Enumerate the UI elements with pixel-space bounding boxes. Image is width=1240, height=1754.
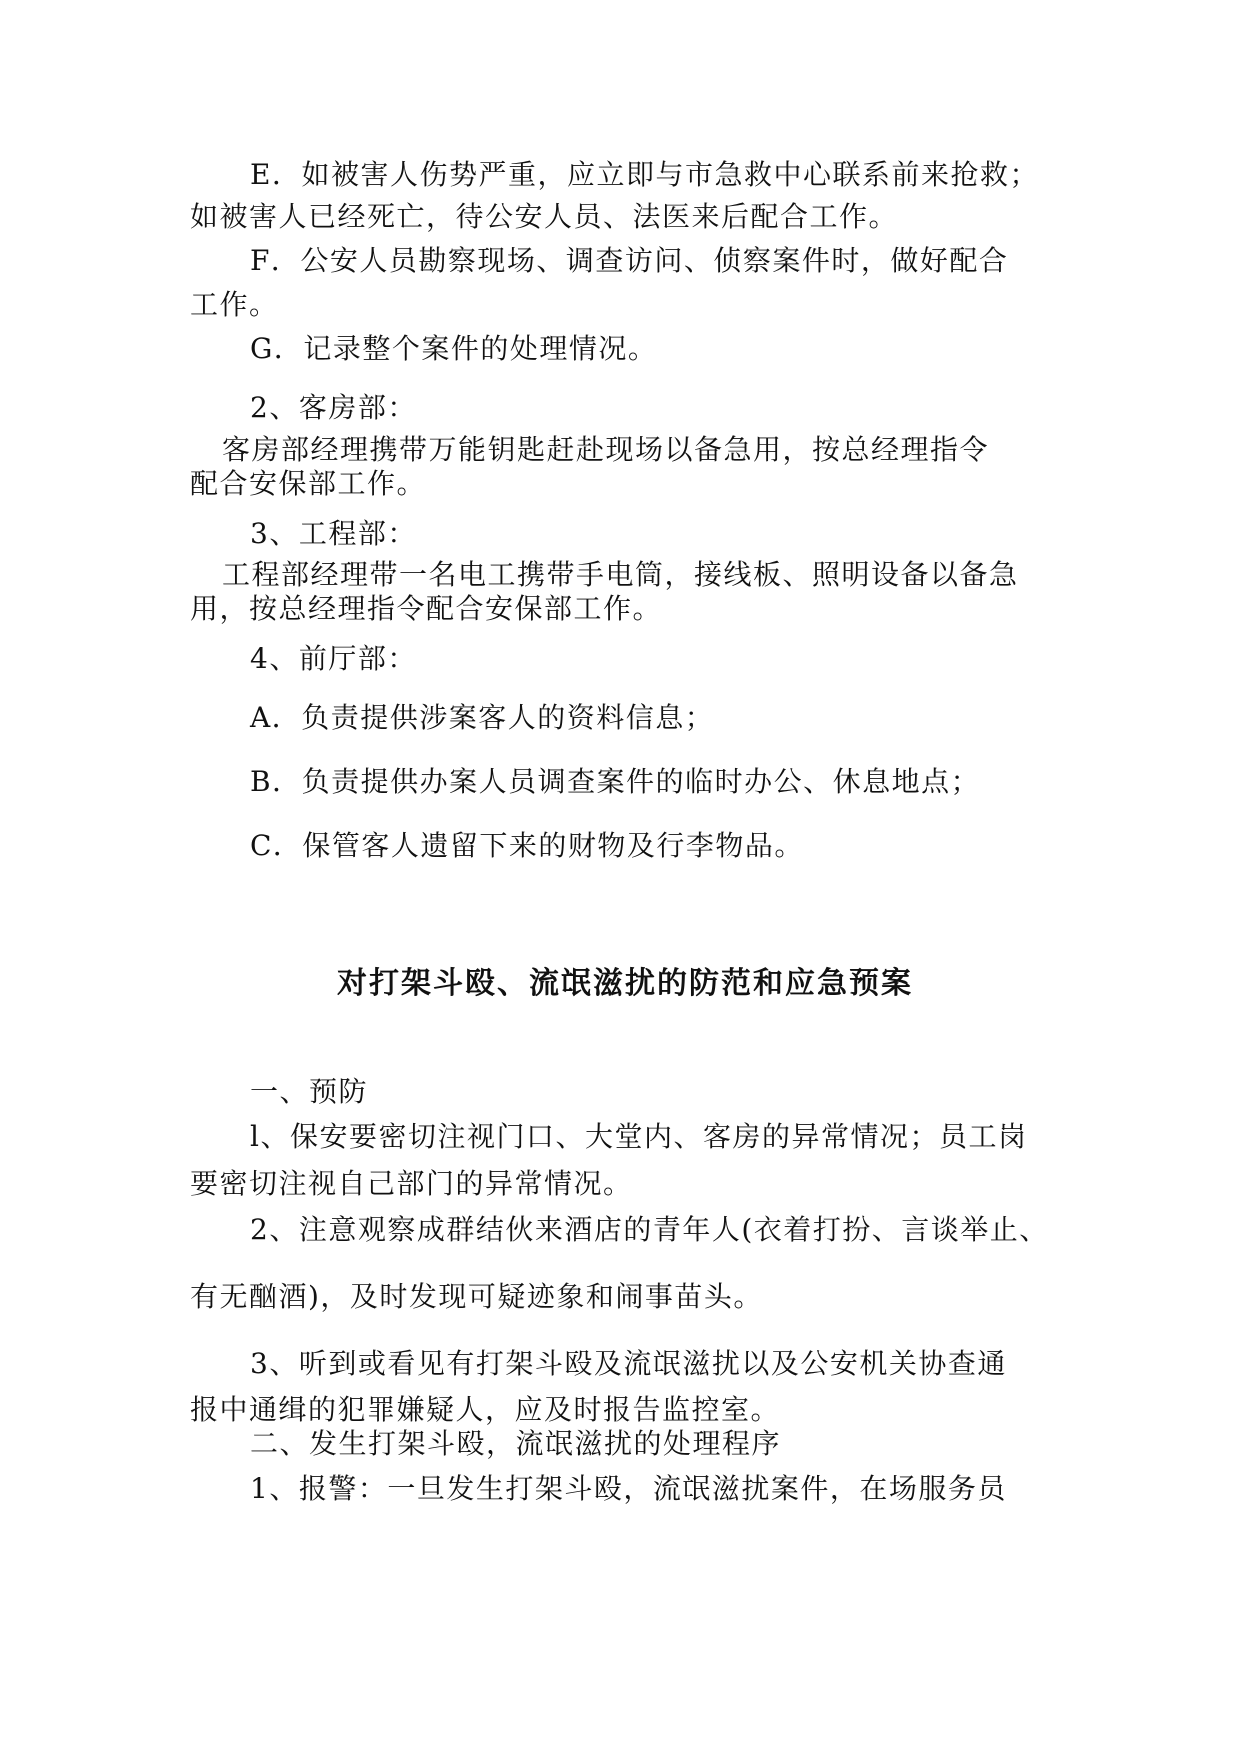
front-office-item-c: C．保管客人遗留下来的财物及行李物品。 xyxy=(250,829,804,862)
housekeeping-line1: 客房部经理携带万能钥匙赶赴现场以备急用，按总经理指令 xyxy=(222,433,990,466)
procedure-item1-line1: 1、报警：一旦发生打架斗殴，流氓滋扰案件，在场服务员 xyxy=(250,1472,1007,1505)
para-e-line2: 如被害人已经死亡，待公安人员、法医来后配合工作。 xyxy=(190,200,899,233)
engineering-heading: 3、工程部： xyxy=(250,517,417,550)
engineering-line2: 用，按总经理指令配合安保部工作。 xyxy=(190,592,663,625)
prevention-item1-line2: 要密切注视自己部门的异常情况。 xyxy=(190,1167,633,1200)
para-g: G．记录整个案件的处理情况。 xyxy=(250,332,658,365)
procedure-heading: 二、发生打架斗殴，流氓滋扰的处理程序 xyxy=(250,1427,782,1460)
housekeeping-heading: 2、客房部： xyxy=(250,391,417,424)
prevention-item2-line1: 2、注意观察成群结伙来酒店的青年人(衣着打扮、言谈举止、 xyxy=(250,1213,1049,1246)
prevention-item2-line2: 有无酗酒)，及时发现可疑迹象和闹事苗头。 xyxy=(190,1280,763,1313)
para-e-line1: E．如被害人伤势严重，应立即与市急救中心联系前来抢救； xyxy=(250,158,1039,191)
housekeeping-line2: 配合安保部工作。 xyxy=(190,467,427,500)
front-office-item-b: B．负责提供办案人员调查案件的临时办公、休息地点； xyxy=(250,765,981,798)
section-title: 对打架斗殴、流氓滋扰的防范和应急预案 xyxy=(337,966,913,1001)
front-office-item-a: A．负责提供涉案客人的资料信息； xyxy=(250,701,715,734)
prevention-item1-line1: l、保安要密切注视门口、大堂内、客房的异常情况；员工岗 xyxy=(250,1120,1028,1153)
para-f-line1: F．公安人员勘察现场、调查访问、侦察案件时，做好配合 xyxy=(250,244,1009,277)
prevention-item3-line1: 3、听到或看见有打架斗殴及流氓滋扰以及公安机关协查通 xyxy=(250,1347,1007,1380)
engineering-line1: 工程部经理带一名电工携带手电筒，接线板、照明设备以备急 xyxy=(222,558,1019,591)
prevention-heading: 一、预防 xyxy=(250,1075,369,1108)
para-f-line2: 工作。 xyxy=(190,288,279,321)
prevention-item3-line2: 报中通缉的犯罪嫌疑人，应及时报告监控室。 xyxy=(190,1393,781,1426)
front-office-heading: 4、前厅部： xyxy=(250,642,417,675)
